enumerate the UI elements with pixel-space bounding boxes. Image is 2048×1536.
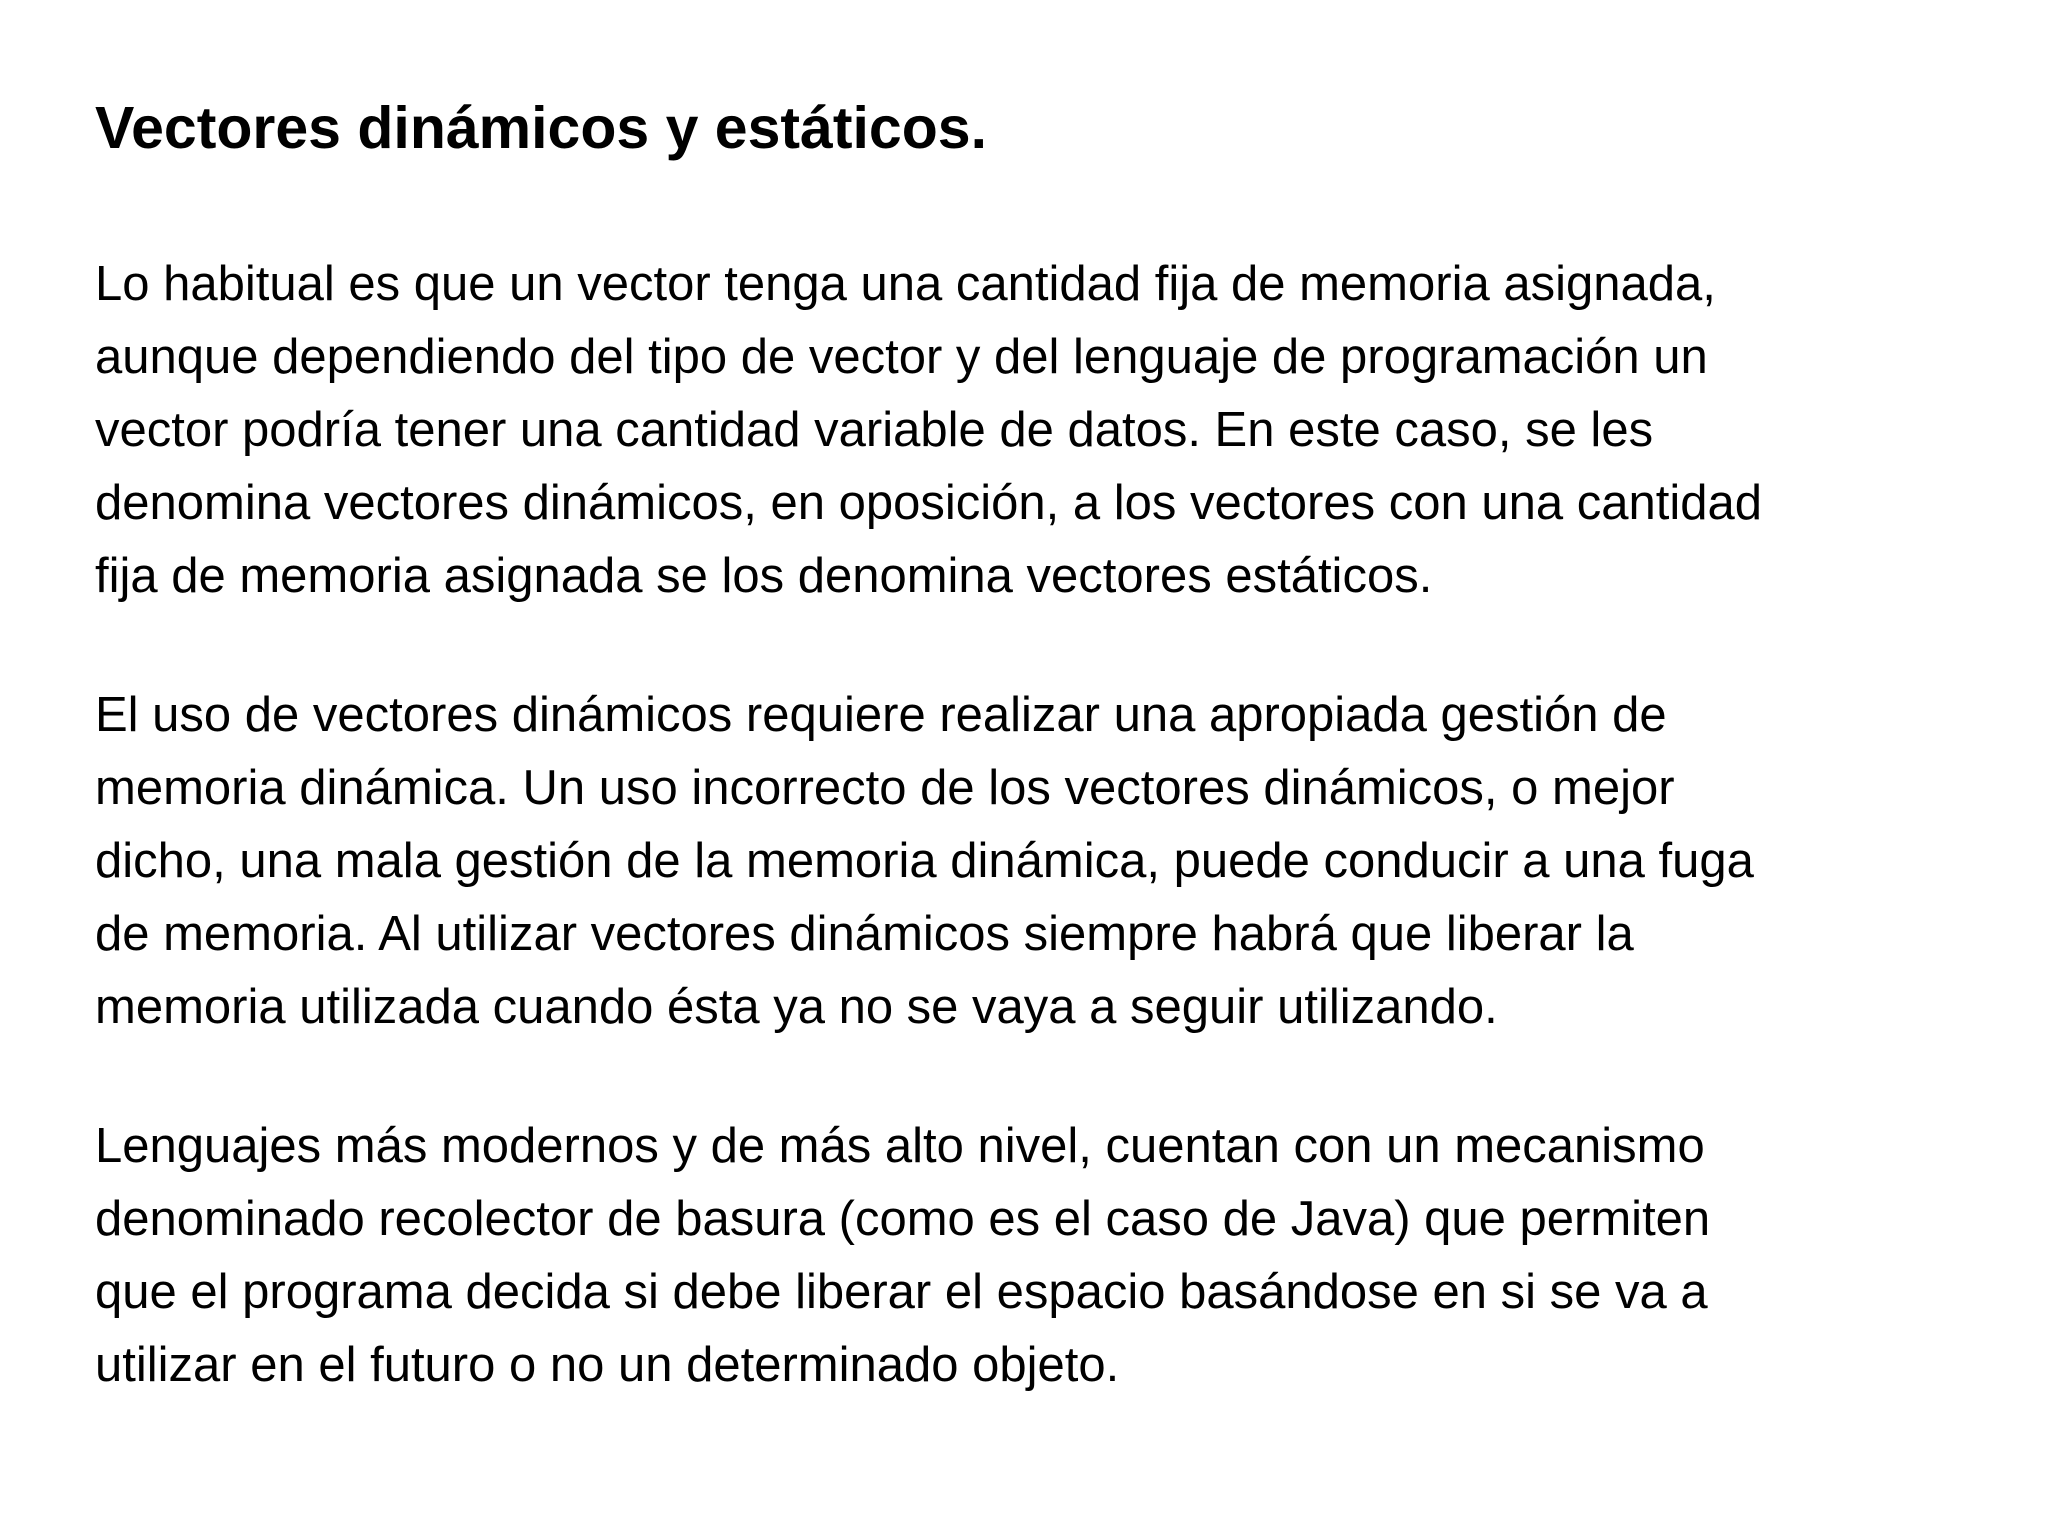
paragraph-line: de memoria. Al utilizar vectores dinámicos siempre habrá que liberar la	[95, 907, 1634, 961]
paragraph-line: utilizar en el futuro o no un determinado objeto.	[95, 1338, 1120, 1392]
paragraph-line: Lo habitual es que un vector tenga una cantidad fija de memoria asignada,	[95, 257, 1716, 311]
paragraph-line: denominado recolector de basura (como es el caso de Java) que permiten	[95, 1192, 1711, 1246]
slide-title: Vectores dinámicos y estáticos.	[95, 95, 987, 161]
paragraph-line: memoria utilizada cuando ésta ya no se vaya a seguir utilizando.	[95, 980, 1498, 1034]
paragraph-line: que el programa decida si debe liberar el espacio basándose en si se va a	[95, 1265, 1708, 1319]
paragraph-memory-management	[95, 679, 1754, 1044]
paragraph-static-dynamic-vectors	[95, 248, 1762, 613]
paragraph-garbage-collector	[95, 1110, 1710, 1402]
paragraph-line: dicho, una mala gestión de la memoria dinámica, puede conducir a una fuga	[95, 834, 1754, 888]
paragraph-line: Lenguajes más modernos y de más alto nivel, cuentan con un mecanismo	[95, 1119, 1705, 1173]
paragraph-line: fija de memoria asignada se los denomina vectores estáticos.	[95, 549, 1433, 603]
paragraph-line: vector podría tener una cantidad variable de datos. En este caso, se les	[95, 403, 1654, 457]
paragraph-line: memoria dinámica. Un uso incorrecto de los vectores dinámicos, o mejor	[95, 761, 1675, 815]
paragraph-line: denomina vectores dinámicos, en oposición, a los vectores con una cantidad	[95, 476, 1762, 530]
paragraph-line: El uso de vectores dinámicos requiere realizar una apropiada gestión de	[95, 688, 1667, 742]
paragraph-line: aunque dependiendo del tipo de vector y del lenguaje de programación un	[95, 330, 1708, 384]
